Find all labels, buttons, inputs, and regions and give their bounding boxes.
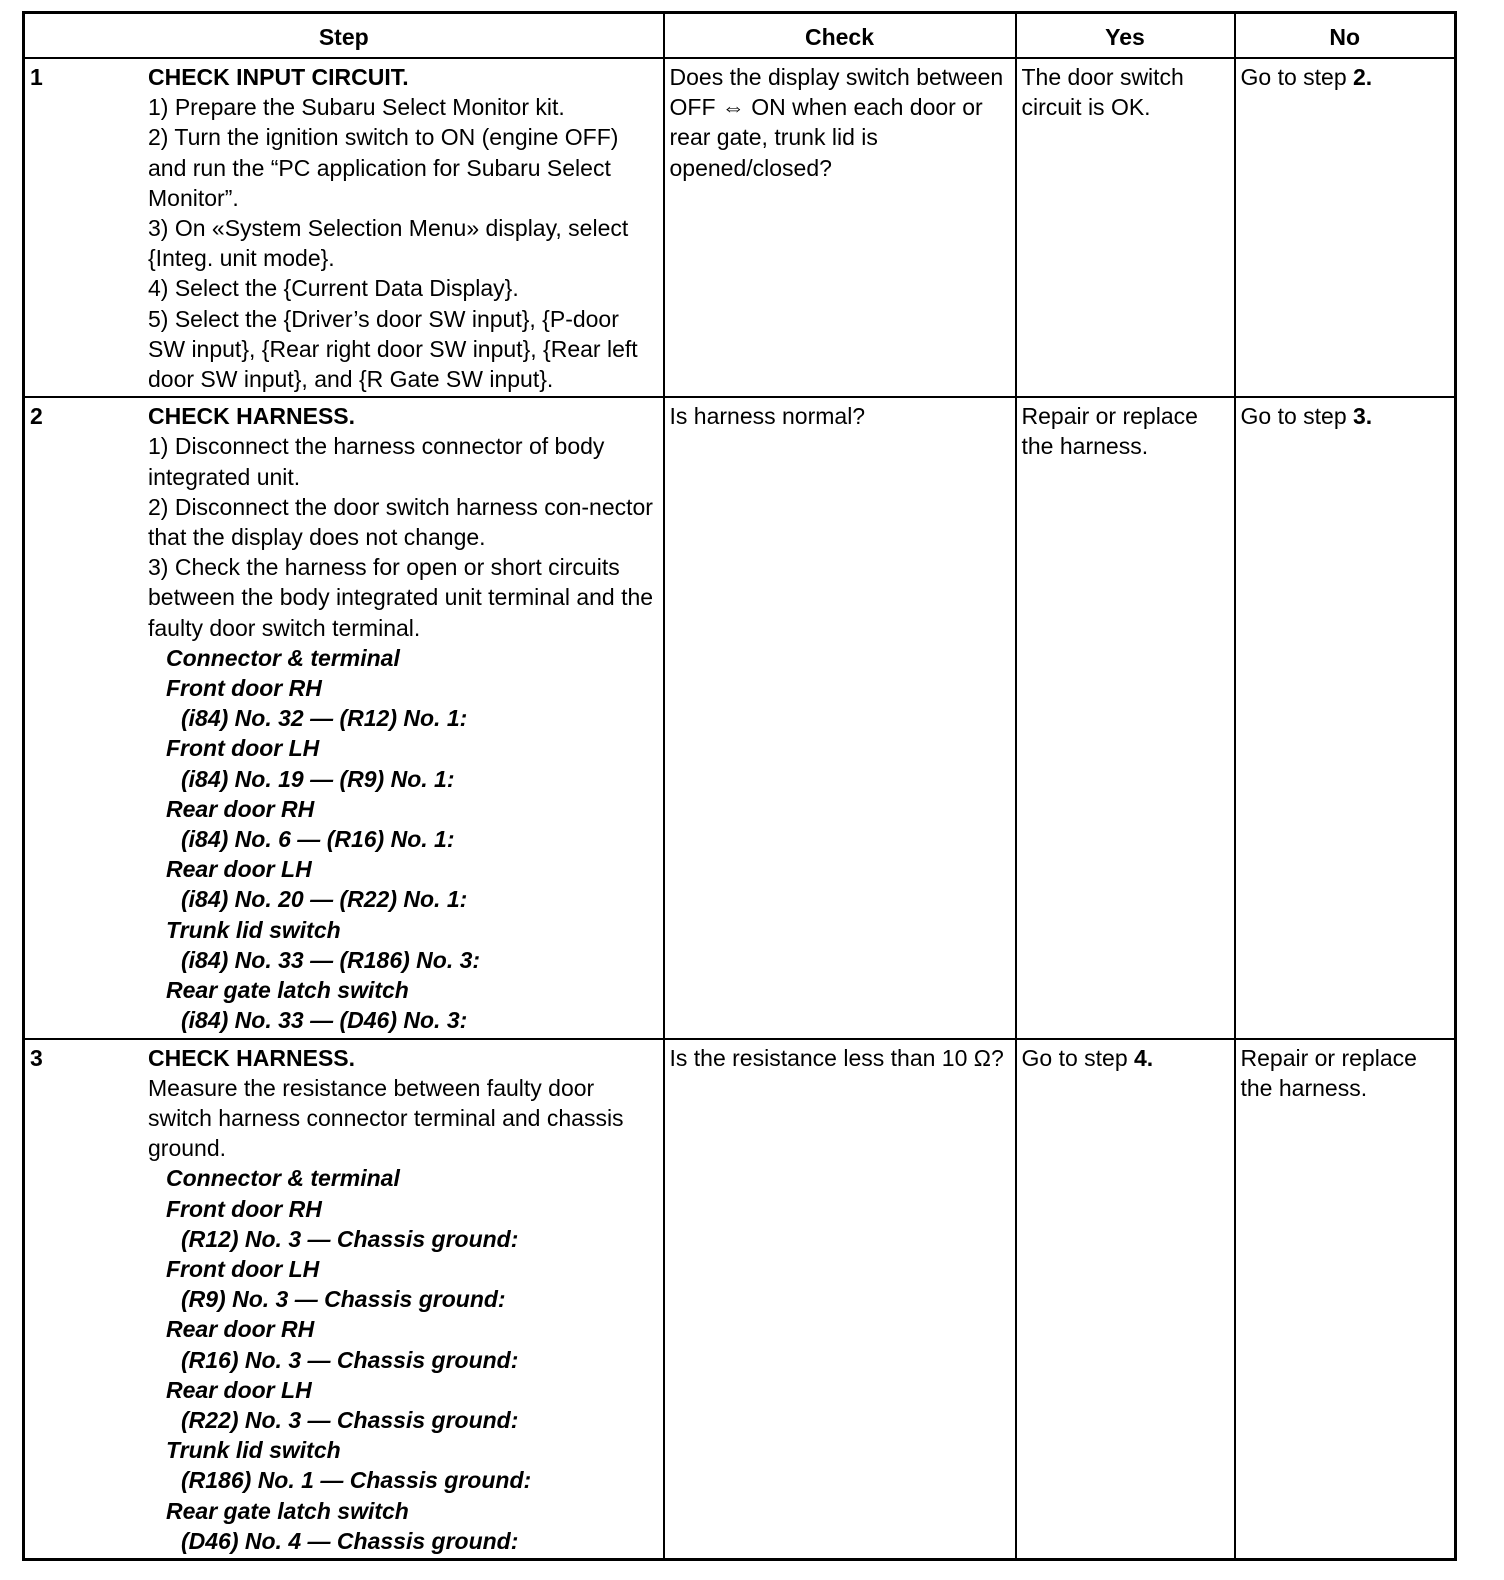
step-cell <box>24 397 664 1038</box>
spec-label: Rear door LH <box>166 1376 312 1403</box>
no-text: Go to step <box>1240 403 1354 430</box>
step-instruction: 1) Prepare the Subaru Select Monitor kit. <box>148 94 565 121</box>
table-row <box>24 58 1456 397</box>
step-instruction: 4) Select the {Current Data Display}. <box>148 275 519 302</box>
spec-label: Trunk lid switch <box>166 916 341 943</box>
check-cell: Does the display switch between OFF ⇔ ON when each door or rear gate, trunk lid is opened/closed? <box>664 58 1016 397</box>
step-number: 3 <box>30 1044 43 1071</box>
step-instruction: 2) Disconnect the door switch harness con-nector that the display does not change. <box>148 493 653 551</box>
spec-label: Front door RH <box>166 1195 322 1222</box>
step-reference: 3. <box>1353 403 1373 430</box>
header-no: No <box>1235 13 1456 59</box>
yes-cell: Repair or replace the harness. <box>1016 397 1235 1038</box>
spec-value: (D46) No. 4 — Chassis ground: <box>181 1527 519 1554</box>
spec-label: Rear door RH <box>166 1316 315 1343</box>
no-cell <box>1235 397 1456 1038</box>
spec-value: (R12) No. 3 — Chassis ground: <box>181 1225 519 1252</box>
spec-label: Front door LH <box>166 1255 320 1282</box>
step-number: 1 <box>30 64 43 90</box>
spec-value: (i84) No. 32 — (R12) No. 1: <box>181 705 468 732</box>
spec-value: (R9) No. 3 — Chassis ground: <box>181 1286 506 1313</box>
no-cell <box>1235 58 1456 397</box>
yes-cell <box>1016 1039 1235 1560</box>
step-number: 2 <box>30 403 43 430</box>
step-title: CHECK INPUT CIRCUIT. <box>148 64 409 90</box>
check-cell: Is the resistance less than 10 Ω? <box>664 1039 1016 1560</box>
spec-label: Rear gate latch switch <box>166 977 409 1004</box>
spec-value: (R186) No. 1 — Chassis ground: <box>181 1467 532 1494</box>
spec-title: Connector & terminal <box>166 644 400 671</box>
diagnostic-table <box>22 11 1457 1561</box>
spec-value: (R22) No. 3 — Chassis ground: <box>181 1406 519 1433</box>
step-instruction: 3) Check the harness for open or short circuits between the body integrated unit terminal and the faulty door switch terminal. <box>148 554 654 641</box>
no-cell: Repair or replace the harness. <box>1235 1039 1456 1560</box>
spec-label: Rear door LH <box>166 856 312 883</box>
header-check: Check <box>664 13 1016 59</box>
step-title: CHECK HARNESS. <box>148 1044 356 1071</box>
spec-label: Rear gate latch switch <box>166 1497 409 1524</box>
step-reference: 4. <box>1134 1044 1154 1071</box>
step-instruction: Measure the resistance between faulty door switch harness connector terminal and chassis ground. <box>148 1074 624 1162</box>
step-cell <box>24 58 664 397</box>
spec-label: Trunk lid switch <box>166 1437 341 1464</box>
spec-label: Front door RH <box>166 675 322 702</box>
header-row <box>24 13 1456 59</box>
yes-cell: The door switch circuit is OK. <box>1016 58 1235 397</box>
spec-value: (R16) No. 3 — Chassis ground: <box>181 1346 519 1373</box>
spec-label: Front door LH <box>166 735 320 762</box>
spec-label: Rear door RH <box>166 795 315 822</box>
yes-text: Go to step <box>1021 1044 1135 1071</box>
step-instruction: 3) On «System Selection Menu» display, select {Integ. unit mode}. <box>148 215 629 272</box>
step-title: CHECK HARNESS. <box>148 403 356 430</box>
step-instruction: 5) Select the {Driver’s door SW input}, {P-door SW input}, {Rear right door SW input}, {Rear left door SW input}, and {R Gate SW input}. <box>148 305 638 393</box>
step-cell <box>24 1039 664 1560</box>
header-step: Step <box>24 13 664 59</box>
check-cell: Is harness normal? <box>664 397 1016 1038</box>
no-text: Go to step <box>1240 64 1354 90</box>
header-yes: Yes <box>1016 13 1235 59</box>
spec-value: (i84) No. 33 — (D46) No. 3: <box>181 1007 468 1034</box>
step-instruction: 2) Turn the ignition switch to ON (engine OFF) and run the “PC application for Subaru Select Monitor”. <box>148 124 619 211</box>
table-row <box>24 1039 1456 1560</box>
spec-title: Connector & terminal <box>166 1165 400 1192</box>
step-instruction: 1) Disconnect the harness connector of body integrated unit. <box>148 433 605 490</box>
spec-value: (i84) No. 20 — (R22) No. 1: <box>181 886 468 913</box>
step-reference: 2. <box>1353 64 1373 90</box>
spec-value: (i84) No. 33 — (R186) No. 3: <box>181 946 481 973</box>
spec-value: (i84) No. 19 — (R9) No. 1: <box>181 765 455 792</box>
spec-value: (i84) No. 6 — (R16) No. 1: <box>181 826 455 853</box>
table-row <box>24 397 1456 1038</box>
